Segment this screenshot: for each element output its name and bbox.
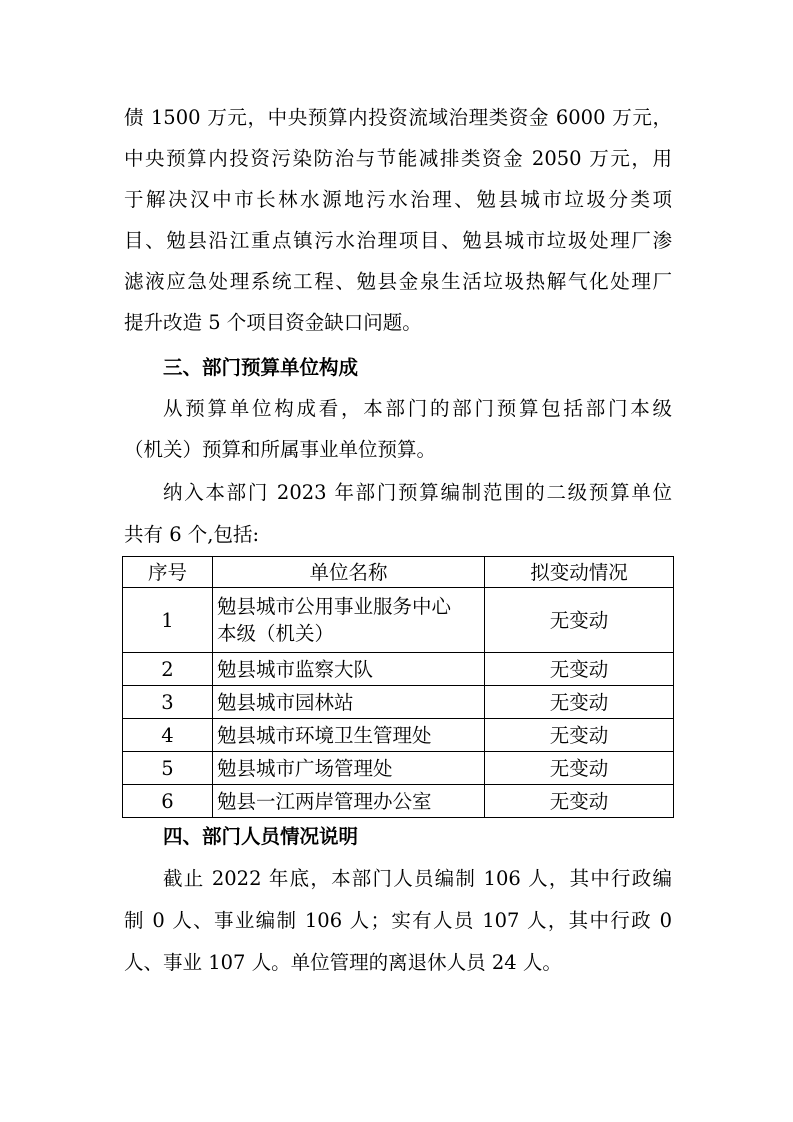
paragraph-line: 于解决汉中市长林水源地污水治理、勉县城市垃圾分类项	[124, 188, 672, 211]
row-unit-name: 勉县城市园林站	[213, 686, 485, 719]
paragraph-line: 人、事业 107 人。单位管理的离退休人员 24 人。	[124, 951, 562, 974]
row-unit-name: 勉县城市监察大队	[213, 653, 485, 686]
table-row	[123, 785, 674, 818]
table-header-row	[123, 557, 674, 588]
paragraph-line: 截止 2022 年底，本部门人员编制 106 人，其中行政编	[163, 867, 672, 890]
paragraph-line: 纳入本部门 2023 年部门预算编制范围的二级预算单位	[163, 481, 672, 504]
row-status: 无变动	[485, 588, 674, 653]
paragraph-line: 债 1500 万元，中央预算内投资流域治理类资金 6000 万元，	[124, 106, 672, 129]
table-row	[123, 653, 674, 686]
paragraph-line: 提升改造 5 个项目资金缺口问题。	[124, 311, 422, 334]
table-row	[123, 686, 674, 719]
paragraph-line: 共有 6 个,包括:	[124, 523, 260, 546]
table-row	[123, 588, 674, 653]
row-unit-name: 勉县一江两岸管理办公室	[213, 785, 485, 818]
row-no: 6	[123, 785, 213, 818]
row-no: 1	[123, 588, 213, 653]
paragraph-line: 滤液应急处理系统工程、勉县金泉生活垃圾热解气化处理厂	[124, 270, 672, 293]
header-change-status: 拟变动情况	[485, 557, 674, 588]
paragraph-line: （机关）预算和所属事业单位预算。	[124, 438, 437, 461]
row-no: 5	[123, 752, 213, 785]
header-unit-name: 单位名称	[213, 557, 485, 588]
paragraph-line: 中央预算内投资污染防治与节能减排类资金 2050 万元，用	[124, 147, 672, 170]
row-unit-name: 勉县城市广场管理处	[213, 752, 485, 785]
row-status: 无变动	[485, 653, 674, 686]
paragraph-line: 目、勉县沿江重点镇污水治理项目、勉县城市垃圾处理厂渗	[124, 229, 672, 252]
row-no: 2	[123, 653, 213, 686]
row-unit-name: 勉县城市环境卫生管理处	[213, 719, 485, 752]
row-unit-name	[213, 588, 485, 653]
row-unit-name-line: 勉县城市公用事业服务中心	[217, 595, 452, 618]
section-heading-3: 三、部门预算单位构成	[163, 356, 359, 379]
budget-units-table	[122, 556, 674, 818]
table-row	[123, 719, 674, 752]
row-no: 3	[123, 686, 213, 719]
table-row	[123, 752, 674, 785]
row-status: 无变动	[485, 752, 674, 785]
row-status: 无变动	[485, 686, 674, 719]
row-unit-name-line: 本级（机关）	[217, 622, 335, 645]
row-no: 4	[123, 719, 213, 752]
row-status: 无变动	[485, 785, 674, 818]
paragraph-line: 从预算单位构成看，本部门的部门预算包括部门本级	[163, 397, 672, 420]
section-heading-4: 四、部门人员情况说明	[163, 825, 359, 848]
row-status: 无变动	[485, 719, 674, 752]
header-no: 序号	[123, 557, 213, 588]
paragraph-line: 制 0 人、事业编制 106 人；实有人员 107 人，其中行政 0	[124, 909, 672, 932]
